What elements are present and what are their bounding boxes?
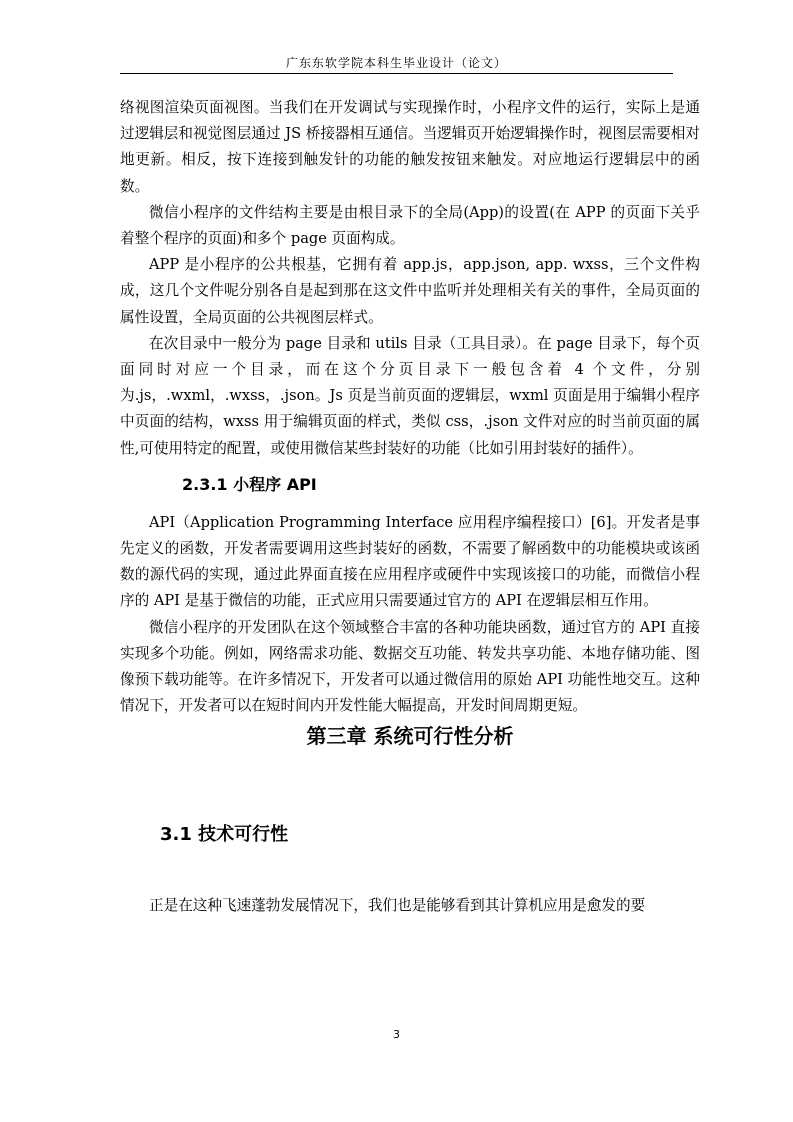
header-divider	[120, 73, 673, 74]
section-heading-31: 3.1 技术可行性	[160, 824, 289, 846]
subsection-heading-231: 2.3.1 小程序 API	[182, 474, 317, 494]
page-body	[120, 95, 700, 920]
chapter-heading: 第三章 系统可行性分析	[306, 724, 514, 749]
paragraph-api-definition: API（Application Programming Interface 应用程序编程接口）[6]。开发者是事先定义的函数，开发者需要调用这些封装好的函数，不需要了解函数中的功能模块或该函数的源代码的实现，通过此界面直接在应用程序或硬件中实现该接口的功能，而微信小程序的 API 是基于微信的功能，正式应用只需要通过官方的 API 在逻辑层相互作用。	[120, 513, 700, 610]
paragraph-file-structure: 微信小程序的文件结构主要是由根目录下的全局(App)的设置(在 APP 的页面下关乎着整个程序的页面)和多个 page 页面构成。	[120, 203, 700, 248]
paragraph-app-files: APP 是小程序的公共根基，它拥有着 app.js，app.json, app. wxss，三个文件构成，这几个文件呢分别各自是起到那在这文件中监听并处理相关有关的事件，全局页面的属性设置，全局页面的公共视图层样式。	[120, 256, 700, 326]
running-header: 广东东软学院本科生毕业设计（论文）	[285, 56, 507, 70]
page-number: 3	[393, 1028, 400, 1041]
paragraph-directories: 在次目录中一般分为 page 目录和 utils 目录（工具目录）。在 page 目录下，每个页面同时对应一个目录，而在这个分页目录下一般包含着 4 个文件，分别为.js，.wxml，.wxss，.json。Js 页是当前页面的逻辑层，wxml 页面是用于编辑小程序中页面的结构，wxss 用于编辑页面的样式，类似 css，.json 文件对应的时当前页面的属性,可使用特定的配置，或使用微信某些封装好的功能（比如引用封装好的插件）。	[120, 334, 700, 457]
paragraph-continued: 络视图渲染页面视图。当我们在开发调试与实现操作时，小程序文件的运行，实际上是通过逻辑层和视觉图层通过 JS 桥接器相互通信。当逻辑页开始逻辑操作时，视图层需要相对地更新。相反，按下连接到触发针的功能的触发按钮来触发。对应地运行逻辑层中的函数。	[120, 99, 700, 195]
paragraph-api-features: 微信小程序的开发团队在这个领域整合丰富的各种功能块函数，通过官方的 API 直接实现多个功能。例如，网络需求功能、数据交互功能、转发共享功能、本地存储功能、图像预下载功能等。在许多情况下，开发者可以通过微信用的原始 API 功能性地交互。这种情况下，开发者可以在短时间内开发性能大幅提高，开发时间周期更短。	[120, 618, 700, 715]
paragraph-technical-feasibility: 正是在这种飞速蓬勃发展情况下，我们也是能够看到其计算机应用是愈发的要	[149, 897, 646, 915]
